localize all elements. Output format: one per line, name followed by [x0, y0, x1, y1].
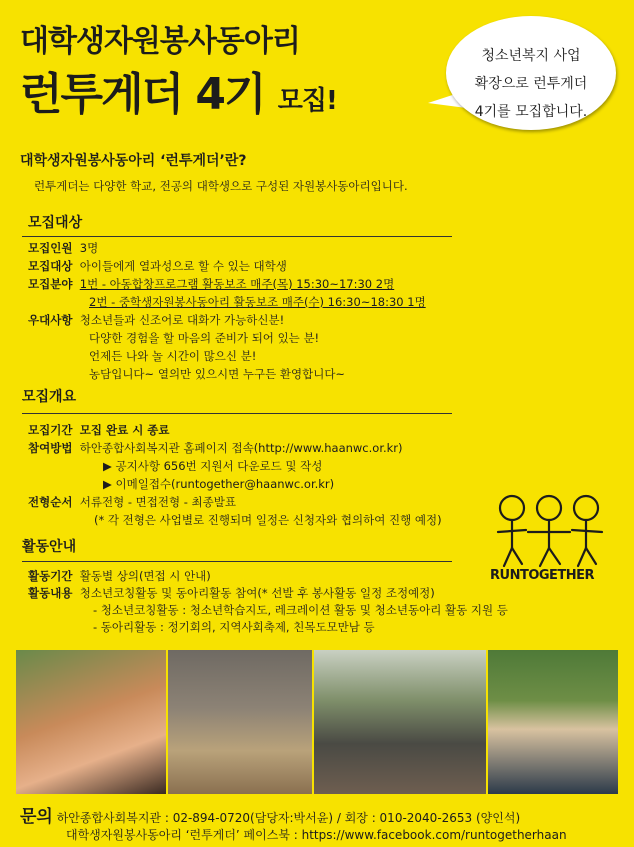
target-row: [89, 331, 319, 346]
row-value: 1번 - 아동합창프로그램 활동보조 매주(목) 15:30~17:30 2명: [79, 277, 395, 291]
section-divider: [22, 236, 452, 237]
photo-volunteers-2: [168, 650, 312, 794]
row-value[interactable]: ▶ 이메일접수(runtogether@haanwc.or.kr): [103, 477, 335, 491]
intro-text: 런투게더는 다양한 학교, 전공의 대학생으로 구성된 자원봉사동아리입니다.: [34, 179, 408, 193]
row-value: - 동아리활동 : 정기회의, 지역사회축제, 친목도모만남 등: [93, 620, 375, 634]
row-value: 청소년들과 신조어로 대화가 가능하신분!: [79, 313, 285, 327]
activity-row: [28, 586, 435, 601]
section-heading-overview: 모집개요: [22, 389, 77, 405]
target-row: [28, 277, 394, 292]
overview-row: [103, 459, 322, 474]
logo-text: RUNTOGETHER: [490, 568, 595, 583]
row-value: 농담입니다~ 열의만 있으시면 누구든 환영합니다~: [89, 367, 346, 381]
row-value: 아이들에게 열과성으로 할 수 있는 대학생: [79, 259, 287, 273]
row-value: 2번 - 중학생자원봉사동아리 활동보조 매주(수) 16:30~18:30 1명: [89, 295, 426, 309]
target-row: [28, 313, 284, 328]
row-value: ▶ 공지사항 656번 지원서 다운로드 및 작성: [103, 459, 323, 473]
photo-volunteers-1: [16, 650, 166, 794]
intro-question: 대학생자원봉사동아리 ‘런투게더’란?: [20, 153, 247, 169]
contact-label: 문의: [20, 807, 53, 827]
title-line1: 대학생자원봉사동아리: [20, 24, 300, 59]
section-heading-activity: 활동안내: [22, 539, 77, 555]
title-main: 런투게더 4기: [20, 69, 265, 120]
row-label: 활동기간: [28, 569, 73, 583]
section-divider: [22, 561, 452, 562]
section-heading-target: 모집대상: [28, 215, 83, 231]
row-label: 모집인원: [28, 241, 73, 255]
target-row: [28, 241, 98, 256]
title-suffix: 모집!: [277, 86, 337, 116]
row-value[interactable]: 하안종합사회복지관 홈페이지 접속(http://www.haanwc.or.kr): [79, 441, 403, 455]
stick-figure-icon: [528, 496, 570, 566]
row-value: - 청소년코칭활동 : 청소년학습지도, 레크레이션 활동 및 청소년동아리 활동 지원 등: [93, 603, 508, 617]
row-label: 전형순서: [28, 495, 73, 509]
contact-phone: 하안종합사회복지관 : 02-894-0720(담당자:박서윤) / 회장 : 010-2040-2653 (양인석): [56, 811, 521, 825]
target-row: [89, 295, 426, 310]
row-label: 우대사항: [28, 313, 73, 327]
row-value: 청소년코칭활동 및 동아리활동 참여(* 선발 후 봉사활동 일정 조정예정): [79, 586, 435, 600]
row-label: 참여방법: [28, 441, 73, 455]
row-value: 서류전형 - 면접전형 - 최종발표: [79, 495, 236, 509]
overview-row: [28, 495, 236, 510]
overview-row: [28, 423, 170, 438]
stick-figure-icon: [498, 496, 526, 566]
row-label: 모집대상: [28, 259, 73, 273]
row-label: 모집기간: [28, 423, 73, 437]
row-label: 모집분야: [28, 277, 73, 291]
photo-strip: [16, 650, 618, 794]
target-row: [28, 259, 287, 274]
row-value: 활동별 상의(면접 시 안내): [79, 569, 211, 583]
bubble-line3: 4기를 모집합니다.: [474, 104, 588, 120]
activity-row: [93, 620, 375, 635]
section-divider: [22, 413, 452, 414]
row-label: 활동내용: [28, 586, 73, 600]
contact-line1: [20, 802, 520, 827]
row-value: 3명: [79, 241, 99, 255]
target-row: [89, 349, 256, 364]
target-row: [89, 367, 345, 382]
photo-volunteers-4: [488, 650, 618, 794]
row-value: 다양한 경험을 할 마음의 준비가 되어 있는 분!: [89, 331, 320, 345]
row-value: 모집 완료 시 종료: [79, 423, 170, 437]
bubble-line2: 확장으로 런투게더: [474, 76, 588, 92]
stick-figure-icon: [572, 496, 602, 566]
overview-row: [28, 441, 403, 456]
overview-row: [103, 477, 334, 492]
overview-row: [94, 513, 442, 528]
activity-row: [93, 603, 508, 618]
page-title: [20, 58, 337, 122]
row-value: (* 각 전형은 사업별로 진행되며 일정은 신청자와 협의하여 진행 예정): [94, 513, 442, 527]
photo-volunteers-3: [314, 650, 486, 794]
bubble-text: [446, 42, 616, 126]
contact-line2[interactable]: 대학생자원봉사동아리 ‘런투게더’ 페이스북 : https://www.facebook.com/runtogetherhaan: [66, 828, 567, 842]
row-value: 언제든 나와 놀 시간이 많으신 분!: [89, 349, 257, 363]
bubble-line1: 청소년복지 사업: [481, 48, 581, 64]
activity-row: [28, 569, 211, 584]
